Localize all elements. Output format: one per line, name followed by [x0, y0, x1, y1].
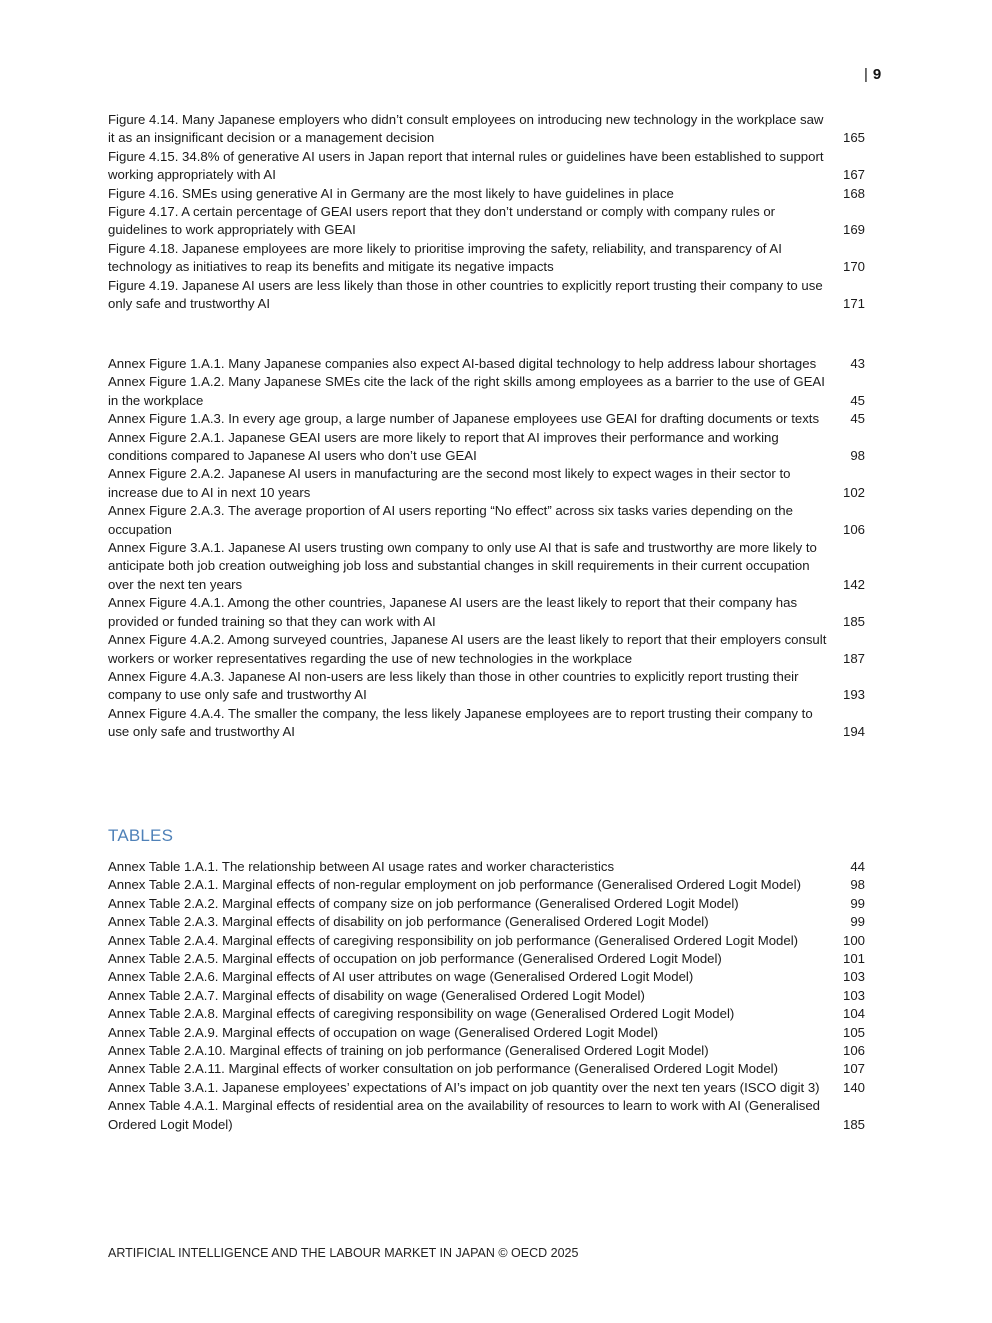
toc-entry[interactable] [108, 277, 865, 314]
toc-entry-title: Annex Table 2.A.1. Marginal effects of non-regular employment on job performance (Generalised Ordered Logit Model) [108, 877, 801, 893]
toc-entry[interactable] [108, 932, 865, 950]
toc-entry-page: 169 [842, 222, 865, 238]
toc-entry[interactable] [108, 950, 865, 968]
toc-entry[interactable] [108, 876, 865, 894]
toc-entry[interactable] [108, 355, 865, 373]
toc-entry-title: Annex Figure 4.A.2. Among surveyed countries, Japanese AI users are the least likely to report that their employers consult workers or worker representatives regarding the use of new technologies in the workplace [108, 632, 827, 666]
toc-entry[interactable] [108, 895, 865, 913]
toc-entry-page: 165 [842, 130, 865, 146]
toc-entry-title: Annex Table 2.A.10. Marginal effects of training on job performance (Generalised Ordered Logit Model) [108, 1043, 709, 1059]
toc-entry-title: Annex Table 2.A.11. Marginal effects of worker consultation on job performance (Generalised Ordered Logit Model) [108, 1061, 778, 1077]
toc-entry-title: Annex Table 2.A.7. Marginal effects of disability on wage (Generalised Ordered Logit Model) [108, 987, 645, 1003]
toc-entry-page: 101 [842, 951, 865, 967]
toc-entry-page: 102 [842, 484, 865, 500]
table-list [108, 858, 865, 1134]
toc-entry-page: 187 [842, 650, 865, 666]
toc-entry[interactable] [108, 631, 865, 668]
toc-entry[interactable] [108, 987, 865, 1005]
toc-entry[interactable] [108, 1024, 865, 1042]
toc-entry[interactable] [108, 373, 865, 410]
toc-entry-title: Annex Table 2.A.2. Marginal effects of company size on job performance (Generalised Ordered Logit Model) [108, 895, 739, 911]
annex-figure-list [108, 355, 865, 742]
toc-entry-title: Annex Table 2.A.8. Marginal effects of caregiving responsibility on wage (Generalised Ordered Logit Model) [108, 1006, 735, 1022]
toc-entry-title: Figure 4.16. SMEs using generative AI in Germany are the most likely to have guidelines in place [108, 185, 674, 201]
toc-entry-page: 142 [842, 576, 865, 592]
toc-entry-title: Figure 4.19. Japanese AI users are less likely than those in other countries to explicitly report trusting their company to use only safe and trustworthy AI [108, 277, 823, 312]
toc-entry[interactable] [108, 410, 865, 428]
toc-entry[interactable] [108, 1042, 865, 1060]
toc-entry[interactable] [108, 539, 865, 594]
toc-entry-title: Annex Figure 4.A.4. The smaller the company, the less likely Japanese employees are to report trusting their company to use only safe and trustworthy AI [108, 705, 813, 740]
toc-entry-page: 104 [842, 1006, 865, 1022]
toc-entry-title: Figure 4.15. 34.8% of generative AI users in Japan report that internal rules or guidelines have been established to support working appropriately with AI [108, 148, 824, 183]
toc-entry-title: Annex Figure 4.A.1. Among the other countries, Japanese AI users are the least likely to report that their company has provided or funded training so that they can work with AI [108, 595, 798, 629]
toc-entry-page: 168 [842, 185, 865, 201]
toc-entry[interactable] [108, 502, 865, 539]
toc-entry-page: 44 [850, 859, 865, 874]
toc-entry-page: 106 [842, 521, 865, 537]
toc-entry-page: 45 [850, 392, 865, 408]
toc-entry-page: 140 [842, 1079, 865, 1095]
toc-entry-page: 167 [842, 167, 865, 183]
toc-entry[interactable] [108, 148, 865, 185]
toc-entry-title: Annex Figure 2.A.3. The average proportion of AI users reporting “No effect” across six tasks varies depending on the occupation [108, 503, 793, 537]
toc-entry-title: Annex Figure 2.A.1. Japanese GEAI users are more likely to report that AI improves their performance and working conditions compared to Japanese AI users who don’t use GEAI [108, 429, 779, 464]
toc-entry-title: Annex Table 4.A.1. Marginal effects of residential area on the availability of resources to learn to work with AI (Generalised Ordered Logit Model) [108, 1098, 821, 1132]
page-number: | 9 [864, 66, 882, 83]
toc-entry-title: Annex Figure 1.A.2. Many Japanese SMEs cite the lack of the right skills among employees as a barrier to the use of GEAI in the workplace [108, 374, 825, 408]
toc-entry-title: Annex Table 2.A.9. Marginal effects of occupation on wage (Generalised Ordered Logit Model) [108, 1024, 659, 1040]
toc-entry-title: Annex Table 2.A.3. Marginal effects of disability on job performance (Generalised Ordered Logit Model) [108, 914, 709, 930]
toc-entry[interactable] [108, 594, 865, 631]
toc-entry-page: 107 [842, 1061, 865, 1077]
toc-entry-title: Figure 4.18. Japanese employees are more likely to prioritise improving the safety, reliability, and transparency of AI technology as initiatives to reap its benefits and mitigate its negative impacts [108, 240, 782, 275]
toc-entry-title: Annex Figure 2.A.2. Japanese AI users in manufacturing are the second most likely to expect wages in their sector to increase due to AI in next 10 years [108, 466, 791, 500]
toc-entry-page: 103 [842, 969, 865, 985]
figure-list [108, 111, 865, 313]
toc-entry[interactable] [108, 203, 865, 240]
toc-entry[interactable] [108, 668, 865, 705]
toc-entry-page: 194 [842, 724, 865, 740]
page-footer: ARTIFICIAL INTELLIGENCE AND THE LABOUR MARKET IN JAPAN © OECD 2025 [108, 1246, 579, 1260]
toc-entry-page: 185 [842, 1116, 865, 1132]
toc-entry-page: 171 [842, 296, 865, 312]
toc-entry-page: 100 [842, 932, 865, 948]
toc-entry[interactable] [108, 858, 865, 876]
toc-entry[interactable] [108, 968, 865, 986]
page-number-value: 9 [872, 66, 882, 83]
toc-entry-page: 43 [850, 356, 865, 371]
toc-entry[interactable] [108, 465, 865, 502]
toc-entry-page: 193 [842, 687, 865, 703]
toc-entry[interactable] [108, 240, 865, 277]
toc-entry-page: 106 [842, 1043, 865, 1059]
toc-entry-page: 185 [842, 613, 865, 629]
toc-entry-page: 105 [842, 1024, 865, 1040]
toc-entry[interactable] [108, 705, 865, 742]
toc-entry-page: 103 [842, 987, 865, 1003]
toc-entry[interactable] [108, 1097, 865, 1134]
toc-entry-title: Figure 4.14. Many Japanese employers who didn’t consult employees on introducing new technology in the workplace saw it as an insignificant decision or a management decision [108, 112, 824, 146]
toc-entry-title: Annex Figure 1.A.3. In every age group, a large number of Japanese employees use GEAI for drafting documents or texts [108, 411, 820, 427]
toc-entry[interactable] [108, 185, 865, 203]
toc-entry-title: Annex Figure 3.A.1. Japanese AI users trusting own company to only use AI that is safe and trustworthy are more likely to anticipate both job creation outweighing job loss and substantial changes in skill requirements in their current occupation over the next ten years [108, 540, 817, 592]
toc-entry-title: Annex Table 2.A.5. Marginal effects of occupation on job performance (Generalised Ordered Logit Model) [108, 951, 722, 967]
toc-entry-title: Annex Table 2.A.6. Marginal effects of AI user attributes on wage (Generalised Ordered Logit Model) [108, 969, 694, 985]
toc-entry[interactable] [108, 913, 865, 931]
toc-entry[interactable] [108, 1079, 865, 1097]
tables-heading: TABLES [108, 826, 174, 845]
toc-entry-title: Annex Figure 4.A.3. Japanese AI non-users are less likely than those in other countries to explicitly report trusting their company to use only safe and trustworthy AI [108, 668, 799, 703]
toc-entry-title: Annex Figure 1.A.1. Many Japanese companies also expect AI-based digital technology to help address labour shortages [108, 356, 817, 371]
toc-entry[interactable] [108, 111, 865, 148]
toc-entry-page: 99 [850, 895, 865, 911]
toc-entry[interactable] [108, 1005, 865, 1023]
toc-entry-page: 99 [850, 914, 865, 930]
toc-entry-title: Annex Table 1.A.1. The relationship between AI usage rates and worker characteristics [108, 859, 615, 874]
toc-entry[interactable] [108, 1060, 865, 1078]
toc-entry-title: Annex Table 2.A.4. Marginal effects of caregiving responsibility on job performance (Generalised Ordered Logit Model) [108, 932, 799, 948]
toc-entry-page: 98 [850, 448, 865, 464]
toc-entry-page: 98 [850, 877, 865, 893]
toc-entry[interactable] [108, 429, 865, 466]
toc-entry-page: 170 [842, 259, 865, 275]
toc-entry-page: 45 [850, 411, 865, 427]
toc-entry-title: Annex Table 3.A.1. Japanese employees’ expectations of AI’s impact on job quantity over the next ten years (ISCO digit 3) [108, 1079, 820, 1095]
toc-entry-title: Figure 4.17. A certain percentage of GEAI users report that they don’t understand or comply with company rules or guidelines to work appropriately with GEAI [108, 204, 776, 238]
